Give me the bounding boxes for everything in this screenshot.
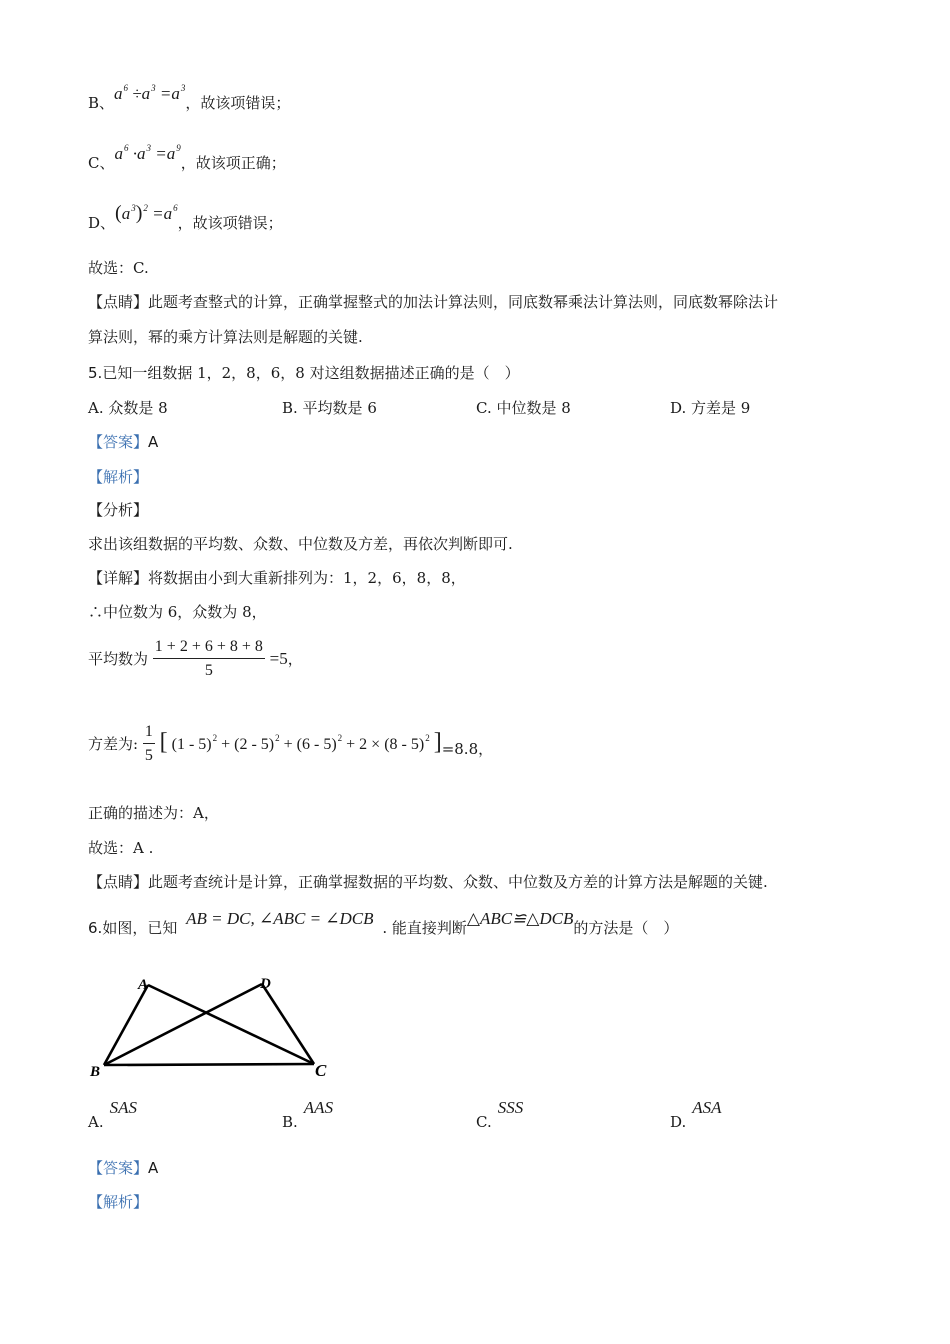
- congruence-statement: △ABC≌△DCB: [466, 909, 574, 928]
- q4-choice: 故选：C.: [88, 259, 149, 277]
- question-number: 5.: [88, 364, 103, 382]
- option-comment: ，故该项错误；: [177, 214, 283, 232]
- comment-tag: 【点睛】: [88, 873, 149, 891]
- q5-comment: 【点睛】此题考查统计是计算，正确掌握数据的平均数、众数、中位数及方差的计算方法是解题的关键.: [88, 873, 768, 891]
- q6-option-d: D.ASA: [670, 1098, 722, 1131]
- expression: $a^6 \cdot a^3 =a^9$: [114, 143, 181, 163]
- option-b-line: [88, 83, 291, 116]
- q6-analysis-tag: 【解析】: [88, 1193, 149, 1211]
- label-d: D: [260, 976, 271, 992]
- mean-fraction: $\frac{1 + 2 + 6 + 8 + 8}{5}$: [154, 638, 263, 679]
- option-comment: ，故该项错误；: [185, 94, 291, 112]
- option-d-line: [88, 202, 283, 236]
- option-comment: ，故该项正确；: [180, 154, 286, 172]
- q5-variance: 方差为: $\frac{1}{5}$ [ (1 - 5)$^2$ + (2 - 5)$^2$ + (6 - 5)$^2$ + 2 × (8 - 5)$^2$ ]=8.8，: [88, 723, 494, 764]
- q5-stem: 5.已知一组数据 1，2，8，6，8 对这组数据描述正确的是（ ）: [88, 364, 520, 382]
- segment-bc: [104, 1064, 314, 1065]
- variance-label: 方差为:: [88, 735, 139, 753]
- expression: $(a^3)^2 =a^6$: [115, 202, 178, 224]
- label-a: A: [138, 977, 149, 993]
- option-c-line: [88, 143, 286, 176]
- q5-choice: 故选：A .: [88, 839, 154, 857]
- variance-expression: [ (1 - 5)$^2$ + (2 - 5)$^2$ + (6 - 5)$^2$ + 2 × (8 - 5)$^2$ ]: [159, 729, 442, 755]
- option-letter: D、: [88, 214, 116, 232]
- q5-mean: 平均数为 $\frac{1 + 2 + 6 + 8 + 8}{5}$ =5，: [88, 638, 303, 679]
- detail-tag: 【详解】: [88, 569, 149, 587]
- q5-detail: 【详解】将数据由小到大重新排列为：1，2，6，8，8，: [88, 569, 466, 587]
- q5-analysis-tag: 【解析】: [88, 468, 149, 486]
- triangle-svg: [86, 968, 334, 1084]
- given-condition: AB = DC, ∠ABC = ∠DCB: [186, 909, 374, 928]
- answer-tag: 【答案】: [88, 1159, 149, 1177]
- question-number: 6.: [88, 919, 103, 937]
- q4-comment-line2: 算法则，幂的乘方计算法则是解题的关键.: [88, 328, 363, 346]
- comment-tag: 【点睛】: [88, 293, 149, 311]
- variance-coefficient: $\frac{1}{5}$: [144, 723, 153, 764]
- q6-stem: 6.如图，已知 AB = DC, ∠ABC = ∠DCB . 能直接判断△ABC≌△DCB的方法是（ ）: [88, 909, 679, 937]
- q5-answer: 【答案】A: [88, 433, 159, 451]
- q5-option-c: C. 中位数是 8: [476, 399, 571, 417]
- q4-comment-line1: 【点睛】此题考查整式的计算，正确掌握整式的加法计算法则，同底数幂乘法计算法则，同底数幂除法计: [88, 293, 779, 311]
- option-letter: C、: [88, 154, 115, 172]
- q5-option-a: A. 众数是 8: [88, 399, 168, 417]
- option-letter: B、: [88, 94, 115, 112]
- q5-correct: 正确的描述为：A，: [88, 804, 219, 822]
- q6-option-b: B.AAS: [282, 1098, 334, 1131]
- q5-option-d: D. 方差是 9: [670, 399, 751, 417]
- q5-therefore: ∴中位数为 6，众数为 8，: [88, 603, 267, 621]
- answer-tag: 【答案】: [88, 433, 149, 451]
- expression: $a^6 \div a^3 =a^3$: [114, 83, 186, 103]
- q6-answer: 【答案】A: [88, 1159, 159, 1177]
- q5-option-b: B. 平均数是 6: [282, 399, 377, 417]
- q6-option-c: C.SSS: [476, 1098, 524, 1131]
- mean-label: 平均数为: [88, 650, 149, 668]
- q6-option-a: A.SAS: [88, 1098, 137, 1131]
- triangle-figure: [86, 968, 334, 1084]
- q5-fenxi: 求出该组数据的平均数、众数、中位数及方差，再依次判断即可.: [88, 535, 513, 553]
- q5-fenxi-tag: 【分析】: [88, 501, 149, 519]
- label-b: B: [90, 1064, 101, 1080]
- label-c: C: [315, 1061, 327, 1080]
